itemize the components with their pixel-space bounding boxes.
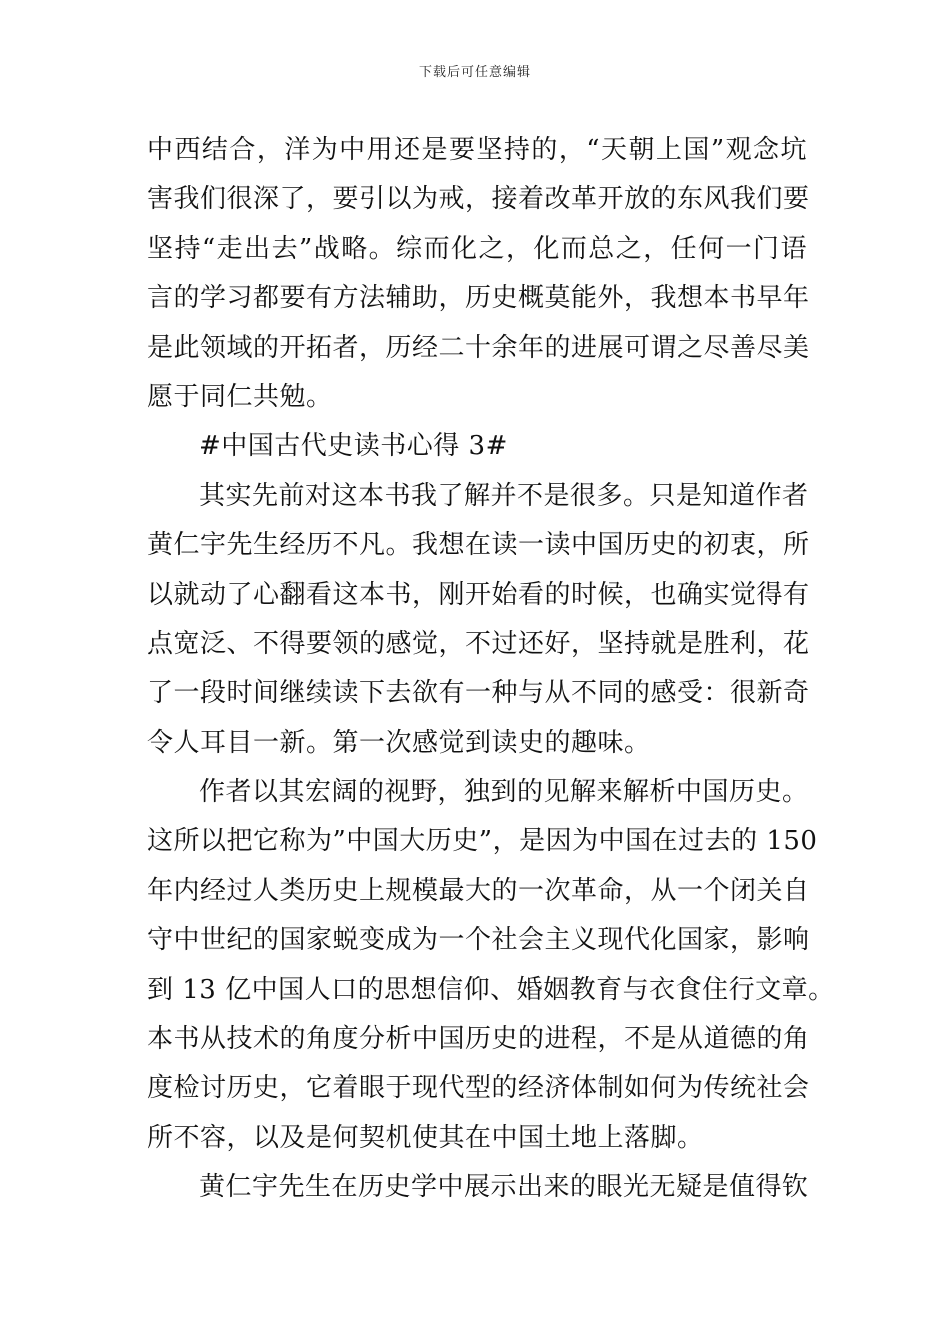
section-heading	[147, 422, 807, 471]
text-line: 年内经过人类历史上规模最大的一次革命，从一个闭关自	[147, 875, 810, 906]
text-line: 言的学习都要有方法辅助，历史概莫能外，我想本书早年	[147, 283, 810, 314]
text-line: 以就动了心翻看这本书，刚开始看的时候，也确实觉得有	[147, 579, 810, 610]
paragraph	[147, 472, 810, 768]
text-line: 度检讨历史，它着眼于现代型的经济体制如何为传统社会	[147, 1073, 810, 1104]
text-line: 坚持“走出去”战略。综而化之，化而总之，任何一门语	[147, 233, 807, 264]
text-line: 黄仁宇先生在历史学中展示出来的眼光无疑是值得钦	[199, 1172, 809, 1203]
text-line: 愿于同仁共勉。	[147, 381, 333, 412]
text-line: 到 13 亿中国人口的思想信仰、婚姻教育与衣食住行文章。	[147, 974, 835, 1005]
text-line: 是此领域的开拓者，历经二十余年的进展可谓之尽善尽美	[147, 332, 810, 363]
text-line: 黄仁宇先生经历不凡。我想在读一读中国历史的初衷，所	[147, 530, 810, 561]
text-line: 点宽泛、不得要领的感觉，不过还好，坚持就是胜利，花	[147, 628, 810, 659]
text-line: 本书从技术的角度分析中国历史的进程，不是从道德的角	[147, 1024, 810, 1055]
text-line: 害我们很深了，要引以为戒，接着改革开放的东风我们要	[147, 184, 810, 215]
paragraph	[147, 1163, 807, 1212]
text-line: 中西结合，洋为中用还是要坚持的，“天朝上国”观念坑	[147, 135, 807, 165]
text-line: 其实先前对这本书我了解并不是很多。只是知道作者	[199, 480, 809, 511]
paragraph	[147, 126, 810, 422]
text-line: 令人耳目一新。第一次感觉到读史的趣味。	[147, 727, 651, 758]
text-line: 这所以把它称为”中国大历史”，是因为中国在过去的 150	[147, 826, 818, 857]
heading-text: #中国古代史读书心得 3#	[199, 431, 508, 462]
text-line: 作者以其宏阔的视野，独到的见解来解析中国历史。	[199, 777, 809, 808]
text-line: 所不容，以及是何契机使其在中国土地上落脚。	[147, 1122, 704, 1153]
text-line: 守中世纪的国家蜕变成为一个社会主义现代化国家，影响	[147, 925, 810, 956]
paragraph	[147, 768, 835, 1163]
page-header: 下载后可任意编辑	[418, 65, 531, 80]
text-line: 了一段时间继续读下去欲有一种与从不同的感受：很新奇	[147, 678, 810, 709]
document-body	[147, 126, 835, 1213]
